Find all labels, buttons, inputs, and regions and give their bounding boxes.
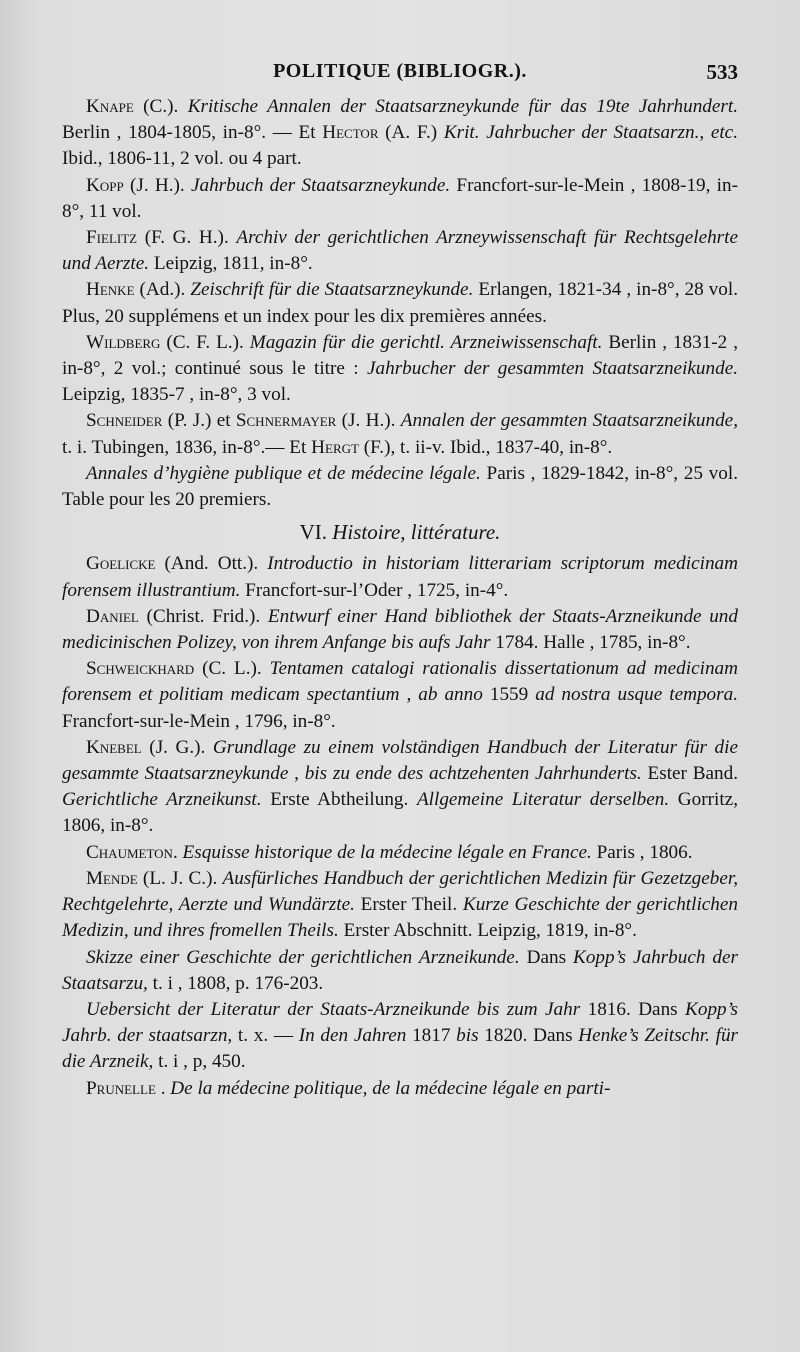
entry-title: Allgemeine Literatur derselben. [416, 789, 670, 811]
entry-text: (C. F. L.). [160, 331, 250, 353]
bibliography-list-b [62, 551, 738, 1101]
entry-text: Ester Band. [641, 763, 738, 785]
entry-text: (And. Ott.). [155, 553, 268, 575]
entry-text: (P. J.) et [162, 410, 236, 432]
page-body [62, 94, 738, 1102]
bibliography-entry [62, 997, 738, 1076]
entry-title: Zeischrift für die Staatsarzneykunde. [190, 279, 474, 301]
entry-author: Schnermayer [235, 410, 337, 432]
entry-text: Erster Abschnitt. Leipzig, 1819, in-8°. [338, 920, 637, 942]
entry-title: Kopp’s Jahrb. der staatsarzn, [62, 998, 739, 1047]
entry-title: De la médecine politique, de la médecine légale en parti- [170, 1077, 611, 1099]
bibliography-entry [62, 866, 738, 945]
entry-text: . [155, 1077, 171, 1099]
bibliography-entry [62, 173, 738, 225]
entry-author: Fielitz [86, 227, 138, 249]
entry-author: Henke [86, 279, 135, 301]
entry-text: Francfort-sur-le-Mein , 1796, in-8°. [62, 710, 336, 732]
entry-author: Goelicke [86, 553, 156, 575]
entry-text: Francfort-sur-l’Oder , 1725, in-4°. [240, 579, 509, 601]
entry-text: t. x. — [232, 1025, 299, 1047]
entry-author: Prunelle [86, 1077, 156, 1099]
entry-title: Kurze Geschichte der gerichtlichen Medizin, und ihres fromellen Theils. [62, 894, 739, 942]
entry-text: 1784. Halle , 1785, in-8°. [490, 632, 691, 654]
bibliography-entry [62, 94, 738, 173]
entry-title: Magazin für die gerichtl. Arzneiwissenschaft. [249, 331, 603, 353]
entry-author: Hector [322, 122, 379, 144]
entry-text: (Ad.). [134, 279, 191, 301]
entry-text: Berlin , 1804-1805, in-8°. — Et [62, 122, 323, 144]
entry-text: Paris , 1806. [591, 841, 693, 863]
entry-title: Annales d’hygiène publique et de médecine légale. [86, 462, 481, 484]
entry-text: (F. G. H.). [137, 227, 237, 249]
bibliography-entry [62, 1076, 738, 1102]
bibliography-entry [62, 604, 738, 656]
entry-text: Leipzig, 1835-7 , in-8°, 3 vol. [62, 384, 291, 406]
entry-title: Uebersicht der Literatur der Staats-Arzneikunde bis zum Jahr [86, 998, 581, 1020]
entry-title: Introductio in historiam litterariam scriptorum medicinam forensem illustrantium. [62, 553, 738, 601]
entry-text: (J. H.). [123, 174, 191, 196]
entry-author: Kopp [86, 174, 124, 196]
entry-text: Gorritz, 1806, in-8°. [62, 789, 738, 837]
bibliography-entry [62, 656, 738, 735]
entry-title: Esquisse historique de la médecine légale en France. [182, 841, 592, 863]
entry-author: Schweickhard [86, 658, 195, 680]
bibliography-entry [62, 277, 738, 329]
entry-author: Schneider [86, 410, 163, 432]
entry-title: Archiv der gerichtlichen Arzneywissenschaft für Rechtsgelehrte und Aerzte. [62, 227, 738, 275]
entry-text: t. i. Tubingen, 1836, in-8°.— Et [62, 436, 312, 458]
entry-text: (Christ. Frid.). [138, 605, 268, 627]
running-head: POLITIQUE (BIBLIOGR.). [273, 60, 527, 82]
bibliography-entry [62, 735, 738, 840]
bibliography-list-a [62, 94, 738, 513]
entry-title: Gerichtliche Arzneikunst. [62, 789, 262, 811]
entry-author: Knape (C.). [86, 96, 188, 117]
entry-title: Skizze einer Geschichte der gerichtlichen Arzneikunde. [86, 946, 520, 968]
bibliography-entry [62, 225, 738, 277]
entry-author: Wildberg [86, 331, 161, 353]
entry-text: t. i , 1808, p. 176-203. [147, 972, 324, 994]
entry-title: Henke’s Zeitschr. für die Arzneik, [62, 1025, 739, 1073]
entry-title: Grundlage zu einem volständigen Handbuch der Literatur für die gesammte Staatsarzneykunde , bis zu ende des achtzehenten Jahrhunderts. [62, 736, 738, 785]
section-heading [62, 519, 738, 545]
entry-title: ad nostra usque tempora. [535, 684, 739, 706]
entry-text: t. i , p, 450. [153, 1051, 246, 1073]
entry-text: 1559 [482, 684, 536, 706]
bibliography-entry [62, 330, 738, 409]
entry-title: Jahrbucher der gesammten Staatsarzneikunde. [367, 358, 739, 380]
bibliography-entry [62, 461, 738, 513]
entry-text: Berlin , 1831-2 , in-8°, 2 vol.; continué sous le titre : [62, 331, 738, 380]
entry-title: In den Jahren [298, 1025, 407, 1047]
entry-text: Leipzig, 1811, in-8°. [149, 253, 313, 275]
entry-text: (J. G.). [141, 736, 213, 758]
entry-author: Daniel [86, 605, 139, 627]
entry-title: Kopp’s Jahrbuch der Staatsarzu, [62, 946, 738, 994]
page-number: 533 [706, 60, 738, 84]
section-title: Histoire, littérature. [332, 520, 501, 545]
entry-author: Knebel [86, 736, 142, 758]
entry-text: (J. H.). [336, 410, 401, 432]
entry-text: 1817 [406, 1025, 457, 1047]
entry-title: Annalen der gesammten Staatsarzneikunde, [400, 410, 738, 432]
entry-title: Jahrbuch der Staatsarzneykunde. [190, 174, 451, 196]
entry-text: Erste Abtheilung. [261, 789, 417, 811]
entry-title: Ausfürliches Handbuch der gerichtlichen Medizin für Gezetzgeber, Rechtgelehrte, Aerzte und Wundärzte. [62, 867, 739, 916]
entry-text: (F.), t. ii-v. Ibid., 1837-40, in-8°. [358, 436, 613, 458]
entry-title: Entwurf einer Hand bibliothek der Staats-Arzneikunde und medicinischen Polizey, von ihrem Anfange bis aufs Jahr [62, 605, 738, 654]
entry-title: Kritische Annalen der Staatsarzneykunde für das 19te Jahrhundert. [187, 96, 738, 117]
entry-title: Tentamen catalogi rationalis dissertationum ad medicinam forensem et politiam medicam spectantium , ab anno [62, 658, 738, 706]
entry-text: (L. J. C.). [137, 867, 223, 889]
entry-text: Erster Theil. [354, 894, 463, 916]
entry-title: Krit. Jahrbucher der Staatsarzn., etc. [443, 122, 738, 144]
bibliography-entry [62, 840, 738, 866]
entry-text: Paris , 1829-1842, in-8°, 25 vol. Table pour les 20 premiers. [62, 462, 738, 511]
entry-text: 1820. Dans [478, 1025, 579, 1047]
section-number: VI. [299, 520, 327, 545]
entry-title: bis [456, 1025, 479, 1047]
entry-text: Dans [519, 946, 574, 968]
page-header [62, 60, 738, 90]
entry-text: 1816. Dans [580, 998, 686, 1020]
entry-text: Ibid., 1806-11, 2 vol. ou 4 part. [62, 148, 302, 170]
entry-author: Hergt [311, 436, 359, 458]
entry-author: Mende [86, 867, 138, 889]
entry-text: (C. L.). [194, 658, 270, 680]
entry-text: (A. F.) [378, 122, 444, 144]
entry-text: Erlangen, 1821-34 , in-8°, 28 vol. Plus, 20 supplémens et un index pour les dix premières années. [62, 279, 738, 327]
bibliography-entry [62, 945, 738, 997]
bibliography-entry [62, 551, 738, 603]
entry-author: Chaumeton. [86, 841, 178, 863]
bibliography-entry [62, 408, 738, 460]
entry-text: Francfort-sur-le-Mein , 1808-19, in-8°, 11 vol. [62, 174, 738, 222]
